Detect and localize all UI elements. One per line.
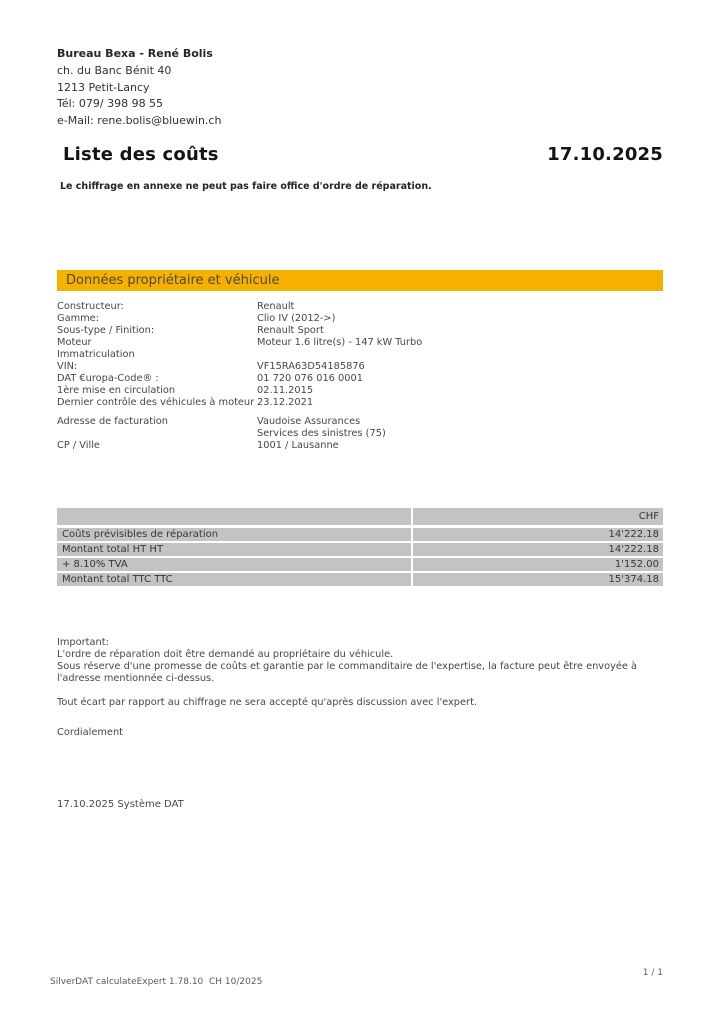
cost-label: Coûts prévisibles de réparation [57,528,413,541]
header-cell-currency: CHF [413,508,663,525]
field-label: CP / Ville [57,440,100,451]
system-date-line: 17.10.2025 Système DAT [57,799,184,810]
title-row [63,144,663,165]
field-row-billing-address2 [57,428,663,440]
table-row [57,573,663,586]
document-subtitle: Le chiffrage en annexe ne peut pas faire office d'ordre de réparation. [60,181,432,192]
field-label [57,428,257,440]
field-row-cp-ville [57,440,663,452]
note-line-reserve: Sous réserve d'une promesse de coûts et garantie par le commanditaire de l'expertise, la facture peut être envoyée à l'adresse mentionnée ci-dessus. [57,661,638,684]
field-row-billing-address [57,416,663,428]
important-label: Important: [57,637,109,648]
field-value: 23.12.2021 [257,397,314,408]
table-row [57,528,663,541]
field-value: VF15RA63D54185876 [257,361,365,372]
field-label: Immatriculation [57,349,135,360]
sender-city: 1213 Petit-Lancy [57,80,150,94]
field-label: Constructeur: [57,301,124,312]
notes-block [57,637,663,739]
field-row-constructeur [57,301,663,313]
note-line-ecart: Tout écart par rapport au chiffrage ne sera accepté qu'après discussion avec l'expert. [57,697,478,708]
field-value: Vaudoise Assurances [257,416,361,427]
field-value: Renault Sport [257,325,324,336]
sender-street: ch. du Banc Bénit 40 [57,63,172,77]
sender-name: Bureau Bexa - René Bolis [57,47,213,60]
document-date: 17.10.2025 [547,144,663,165]
field-row-dernier-controle [57,397,663,409]
costs-table-header [57,508,663,525]
field-label: Sous-type / Finition: [57,325,155,336]
field-label: VIN: [57,361,78,372]
spacer [57,409,663,416]
field-value: 02.11.2015 [257,385,314,396]
field-row-vin [57,361,663,373]
field-label: Adresse de facturation [57,416,168,427]
field-value: Clio IV (2012->) [257,313,336,324]
field-value: Services des sinistres (75) [257,428,386,439]
sender-phone: Tél: 079/ 398 98 55 [57,97,164,111]
header-cell-empty [57,508,413,525]
field-label: DAT €uropa-Code® : [57,373,159,384]
cost-label: Montant total TTC TTC [57,573,413,586]
cost-amount: 14'222.18 [413,528,663,541]
field-row-europa-code [57,373,663,385]
cost-label: + 8.10% TVA [57,558,413,571]
cost-amount: 15'374.18 [413,573,663,586]
sender-block [57,46,221,130]
field-row-immatriculation [57,349,663,361]
closing-line: Cordialement [57,727,124,738]
field-row-mise-en-circulation [57,385,663,397]
cost-label: Montant total HT HT [57,543,413,556]
cost-amount: 1'152.00 [413,558,663,571]
field-label: 1ère mise en circulation [57,385,176,396]
field-label: Gamme: [57,313,100,324]
field-value: Moteur 1.6 litre(s) - 147 kW Turbo [257,337,423,348]
note-line-order: L'ordre de réparation doit être demandé au propriétaire du véhicule. [57,649,394,660]
field-row-gamme [57,313,663,325]
sender-email: e-Mail: rene.bolis@bluewin.ch [57,114,222,128]
vehicle-fields [57,301,663,452]
footer-app-version: SilverDAT calculateExpert 1.78.10 CH 10/2025 [50,977,263,987]
field-value: 1001 / Lausanne [257,440,339,451]
costs-table [57,508,663,588]
section-banner-owner-vehicle: Données propriétaire et véhicule [57,270,663,291]
field-value: 01 720 076 016 0001 [257,373,363,384]
field-value: Renault [257,301,295,312]
field-row-sous-type [57,325,663,337]
field-row-moteur [57,337,663,349]
field-value [257,349,663,361]
cost-amount: 14'222.18 [413,543,663,556]
field-label: Dernier contrôle des véhicules à moteur [57,397,255,408]
table-row [57,543,663,556]
table-row [57,558,663,571]
page-title: Liste des coûts [63,144,219,165]
footer-page-indicator: 1 / 1 [642,968,663,978]
field-label: Moteur [57,337,92,348]
